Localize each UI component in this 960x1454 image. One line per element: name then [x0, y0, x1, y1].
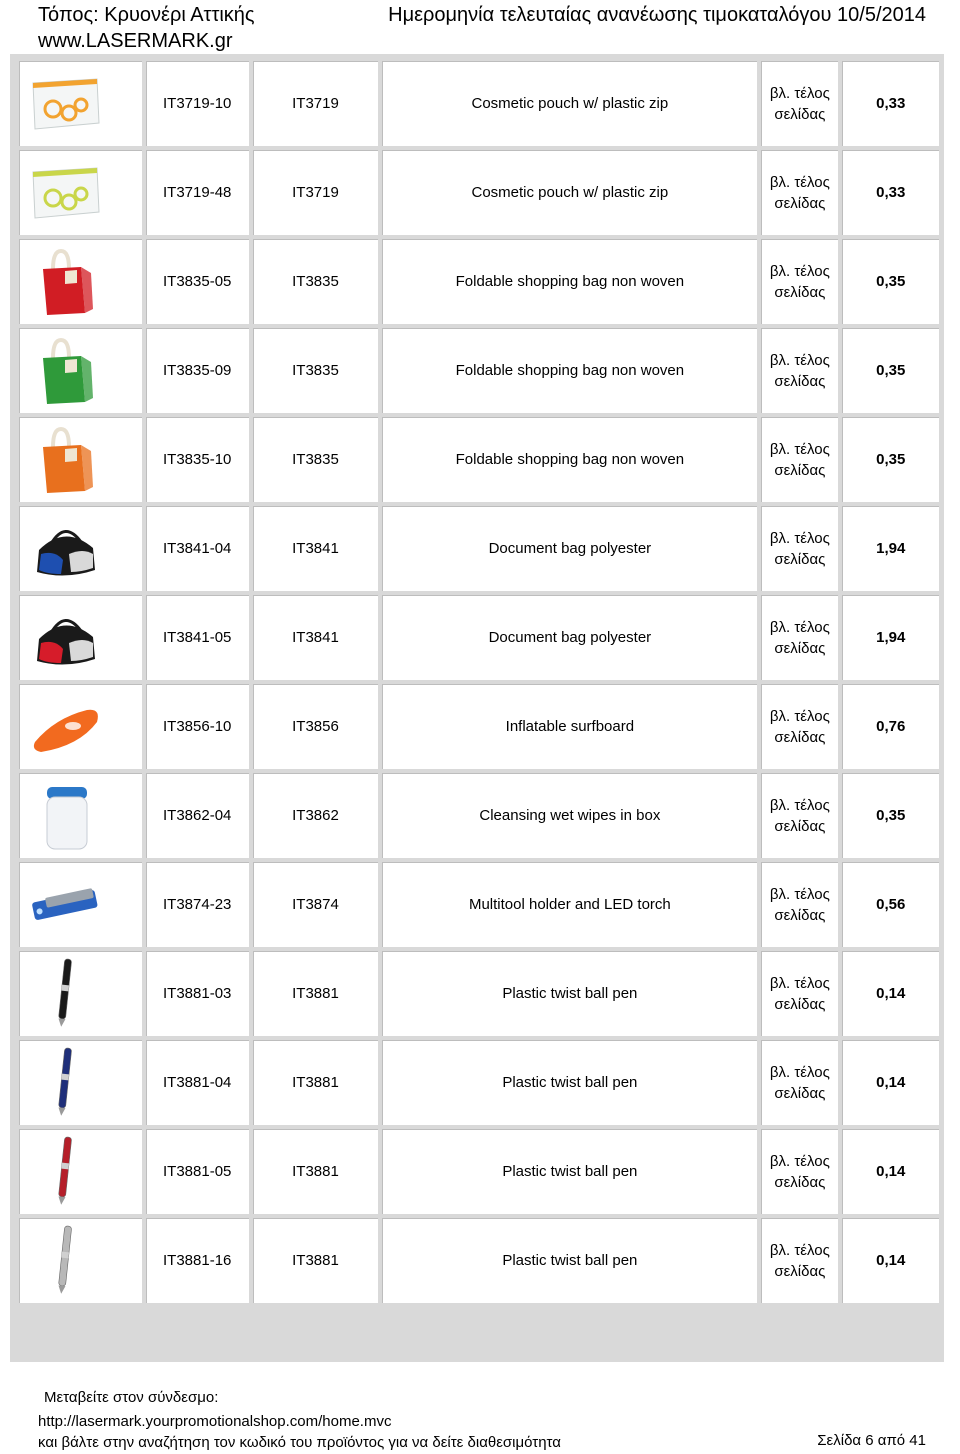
price-note-line: βλ. τέλος: [769, 1152, 830, 1170]
price-note-line: βλ. τέλος: [769, 1241, 830, 1259]
product-price: 0,35: [842, 328, 939, 413]
product-code: IT3835-05: [146, 239, 249, 324]
bag-orange-icon: [25, 421, 105, 499]
price-note-line: βλ. τέλος: [769, 1063, 830, 1081]
price-note-line: σελίδας: [774, 1173, 826, 1191]
price-note: [761, 1218, 838, 1303]
product-image-cell: [19, 862, 142, 947]
price-note: [761, 951, 838, 1036]
price-note-line: βλ. τέλος: [769, 885, 830, 903]
pen-silver-icon: [25, 1222, 105, 1300]
bag-red-icon: [25, 243, 105, 321]
product-price: 1,94: [842, 506, 939, 591]
product-image-cell: [19, 1040, 142, 1125]
pouch-lime-icon: [25, 154, 105, 232]
pen-navy-icon: [25, 1044, 105, 1122]
product-description: Plastic twist ball pen: [382, 1040, 757, 1125]
product-image-cell: [19, 417, 142, 502]
product-price: 0,76: [842, 684, 939, 769]
product-model: IT3841: [253, 506, 379, 591]
price-note: [761, 61, 838, 146]
price-note: [761, 773, 838, 858]
product-image-cell: [19, 61, 142, 146]
price-note: [761, 684, 838, 769]
product-code: IT3835-10: [146, 417, 249, 502]
product-model: IT3719: [253, 61, 379, 146]
header-location: Τόπος: Κρυονέρι Αττικής: [38, 4, 255, 26]
product-description: Multitool holder and LED torch: [382, 862, 757, 947]
surfboard-icon: [25, 688, 105, 766]
price-note-line: σελίδας: [774, 105, 826, 123]
duffel-red-icon: [25, 599, 105, 677]
product-code: IT3874-23: [146, 862, 249, 947]
product-description: Document bag polyester: [382, 595, 757, 680]
price-note-line: βλ. τέλος: [769, 84, 830, 102]
price-note-line: σελίδας: [774, 817, 826, 835]
product-description: Inflatable surfboard: [382, 684, 757, 769]
product-description: Plastic twist ball pen: [382, 1129, 757, 1214]
header-update-date: Ημερομηνία τελευταίας ανανέωσης τιμοκαταλόγου 10/5/2014: [388, 4, 926, 26]
product-description: Cleansing wet wipes in box: [382, 773, 757, 858]
price-note-line: σελίδας: [774, 995, 826, 1013]
price-note-line: σελίδας: [774, 728, 826, 746]
product-image-cell: [19, 1218, 142, 1303]
product-model: IT3881: [253, 951, 379, 1036]
pouch-orange-icon: [25, 65, 105, 143]
table-row: [19, 1129, 939, 1214]
product-price: 0,56: [842, 862, 939, 947]
price-note: [761, 1040, 838, 1125]
product-model: IT3835: [253, 239, 379, 324]
price-note-line: βλ. τέλος: [769, 618, 830, 636]
price-note-line: σελίδας: [774, 1084, 826, 1102]
product-price: 0,35: [842, 239, 939, 324]
product-model: IT3841: [253, 595, 379, 680]
product-description: Foldable shopping bag non woven: [382, 417, 757, 502]
price-note: [761, 1129, 838, 1214]
table-row: [19, 1040, 939, 1125]
product-image-cell: [19, 951, 142, 1036]
product-description: Document bag polyester: [382, 506, 757, 591]
price-note-line: βλ. τέλος: [769, 173, 830, 191]
product-image-cell: [19, 1129, 142, 1214]
price-note-line: σελίδας: [774, 194, 826, 212]
table-row: [19, 417, 939, 502]
product-price: 0,35: [842, 773, 939, 858]
product-table-body: [19, 61, 939, 1303]
product-description: Foldable shopping bag non woven: [382, 239, 757, 324]
price-note-line: σελίδας: [774, 1262, 826, 1280]
table-row: [19, 862, 939, 947]
product-code: IT3856-10: [146, 684, 249, 769]
price-note-line: βλ. τέλος: [769, 974, 830, 992]
product-description: Plastic twist ball pen: [382, 951, 757, 1036]
product-image-cell: [19, 328, 142, 413]
price-note: [761, 862, 838, 947]
table-row: [19, 61, 939, 146]
product-model: IT3835: [253, 328, 379, 413]
price-note-line: σελίδας: [774, 550, 826, 568]
product-price: 0,14: [842, 951, 939, 1036]
product-image-cell: [19, 239, 142, 324]
price-note-line: σελίδας: [774, 283, 826, 301]
product-price: 0,14: [842, 1218, 939, 1303]
table-row: [19, 1218, 939, 1303]
product-model: IT3881: [253, 1218, 379, 1303]
table-row: [19, 595, 939, 680]
product-model: IT3856: [253, 684, 379, 769]
price-note-line: σελίδας: [774, 639, 826, 657]
wipes-box-icon: [25, 777, 105, 855]
pen-black-icon: [25, 955, 105, 1033]
table-row: [19, 150, 939, 235]
product-image-cell: [19, 684, 142, 769]
footer-instruction: Μεταβείτε στον σύνδεσμο:: [44, 1389, 219, 1406]
price-note-line: βλ. τέλος: [769, 440, 830, 458]
product-model: IT3874: [253, 862, 379, 947]
duffel-blue-icon: [25, 510, 105, 588]
product-code: IT3835-09: [146, 328, 249, 413]
price-note: [761, 595, 838, 680]
price-note-line: βλ. τέλος: [769, 351, 830, 369]
product-price: 1,94: [842, 595, 939, 680]
product-price: 0,14: [842, 1129, 939, 1214]
table-row: [19, 951, 939, 1036]
product-code: IT3841-05: [146, 595, 249, 680]
product-description: Cosmetic pouch w/ plastic zip: [382, 150, 757, 235]
price-note: [761, 506, 838, 591]
price-note: [761, 150, 838, 235]
product-price: 0,35: [842, 417, 939, 502]
product-description: Plastic twist ball pen: [382, 1218, 757, 1303]
pen-red-icon: [25, 1133, 105, 1211]
price-note-line: σελίδας: [774, 906, 826, 924]
price-note-line: βλ. τέλος: [769, 262, 830, 280]
product-price: 0,14: [842, 1040, 939, 1125]
product-code: IT3881-05: [146, 1129, 249, 1214]
product-code: IT3841-04: [146, 506, 249, 591]
product-price: 0,33: [842, 150, 939, 235]
product-table: [15, 57, 943, 1307]
product-code: IT3881-04: [146, 1040, 249, 1125]
table-row: [19, 684, 939, 769]
price-note-line: βλ. τέλος: [769, 529, 830, 547]
product-code: IT3719-48: [146, 150, 249, 235]
table-row: [19, 239, 939, 324]
page-number: Σελίδα 6 από 41: [817, 1432, 926, 1449]
product-model: IT3881: [253, 1040, 379, 1125]
bag-green-icon: [25, 332, 105, 410]
product-model: IT3835: [253, 417, 379, 502]
price-note-line: βλ. τέλος: [769, 707, 830, 725]
product-model: IT3862: [253, 773, 379, 858]
product-code: IT3881-03: [146, 951, 249, 1036]
price-note: [761, 239, 838, 324]
product-code: IT3881-16: [146, 1218, 249, 1303]
header-website-link[interactable]: www.LASERMARK.gr: [38, 30, 233, 52]
product-price: 0,33: [842, 61, 939, 146]
price-note: [761, 417, 838, 502]
table-row: [19, 328, 939, 413]
product-image-cell: [19, 506, 142, 591]
table-row: [19, 773, 939, 858]
product-image-cell: [19, 595, 142, 680]
product-image-cell: [19, 773, 142, 858]
table-row: [19, 506, 939, 591]
product-code: IT3862-04: [146, 773, 249, 858]
footer-link[interactable]: http://lasermark.yourpromotionalshop.com/home.mvc: [38, 1413, 392, 1430]
product-image-cell: [19, 150, 142, 235]
footer-availability-note: και βάλτε στην αναζήτηση τον κωδικό του προϊόντος για να δείτε διαθεσιμότητα: [38, 1434, 561, 1451]
product-model: IT3719: [253, 150, 379, 235]
product-code: IT3719-10: [146, 61, 249, 146]
product-description: Cosmetic pouch w/ plastic zip: [382, 61, 757, 146]
product-table-frame: [10, 54, 944, 1362]
price-note-line: βλ. τέλος: [769, 796, 830, 814]
product-model: IT3881: [253, 1129, 379, 1214]
price-note-line: σελίδας: [774, 372, 826, 390]
torch-icon: [25, 866, 105, 944]
price-note: [761, 328, 838, 413]
product-description: Foldable shopping bag non woven: [382, 328, 757, 413]
price-note-line: σελίδας: [774, 461, 826, 479]
